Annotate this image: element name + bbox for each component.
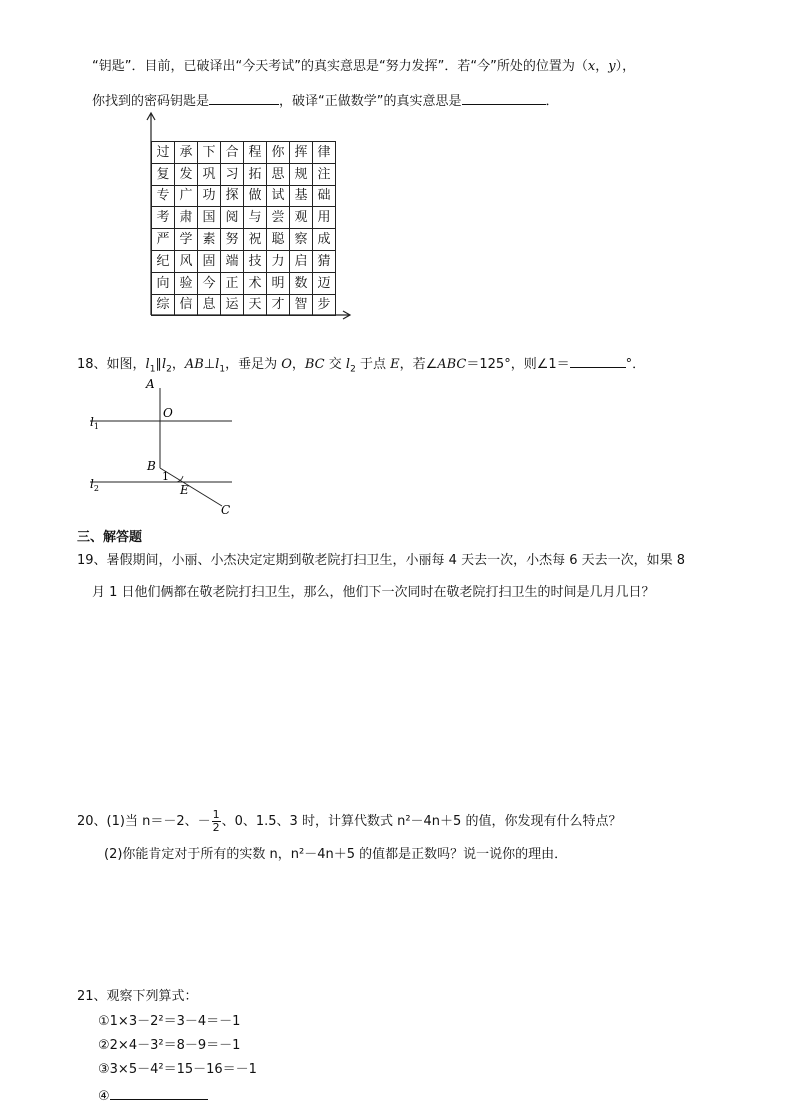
- grid-cell: 纪: [152, 250, 175, 272]
- grid-cell: 习: [221, 163, 244, 185]
- answer-blank-angle[interactable]: [570, 353, 626, 368]
- grid-cell: 技: [244, 250, 267, 272]
- grid-cell: 猜: [313, 250, 336, 272]
- q20-part1: 20、(1)当 n＝－2、－ $\frac{1}{2}$ 、0、1.5、3 时，计算代数式 n²－4n＋5 的值，你发现有什么特点？: [77, 808, 622, 834]
- grid-cell: 程: [244, 142, 267, 164]
- q19-line1: 19、暑假期间，小丽、小杰决定定期到敬老院打扫卫生，小丽每 4 天去一次，小杰每 6 天去一次，如果 8: [77, 553, 686, 568]
- grid-cell: 端: [221, 250, 244, 272]
- grid-cell: 祝: [244, 229, 267, 251]
- grid-row: [152, 250, 336, 272]
- grid-cell: 用: [313, 207, 336, 229]
- grid-cell: 力: [267, 250, 290, 272]
- grid-cell: 迈: [313, 272, 336, 294]
- grid-cell: 承: [175, 142, 198, 164]
- grid-cell: 术: [244, 272, 267, 294]
- grid-cell: 功: [198, 185, 221, 207]
- grid-cell: 思: [267, 163, 290, 185]
- grid-cell: 验: [175, 272, 198, 294]
- grid-row: [152, 272, 336, 294]
- label-l2: $l_2$: [90, 477, 99, 493]
- grid-cell: 成: [313, 229, 336, 251]
- section-heading: 三、解答题: [77, 530, 143, 545]
- grid-cell: 律: [313, 142, 336, 164]
- grid-cell: 合: [221, 142, 244, 164]
- cipher-grid: [151, 141, 336, 316]
- grid-cell: 数: [290, 272, 313, 294]
- label-o: O: [163, 406, 173, 420]
- grid-cell: 息: [198, 294, 221, 316]
- label-l1: $l_1$: [90, 415, 99, 431]
- grid-cell: 信: [175, 294, 198, 316]
- label-b: B: [147, 459, 156, 473]
- grid-cell: 基: [290, 185, 313, 207]
- q18-text: 18、如图，$l_1\parallel l_2$，$AB\perp l_1$，垂足为 O，BC 交 $l_2$ 于点 E，若∠ABC＝125°，则∠1＝ °．: [77, 353, 645, 379]
- q21-item-4: ④: [98, 1085, 208, 1106]
- label-a: A: [146, 377, 155, 391]
- grid-cell: 学: [175, 229, 198, 251]
- grid-cell: 与: [244, 207, 267, 229]
- grid-cell: 今: [198, 272, 221, 294]
- grid-row: [152, 185, 336, 207]
- segment-bc: [160, 468, 222, 506]
- grid-cell: 智: [290, 294, 313, 316]
- grid-cell: 国: [198, 207, 221, 229]
- grid-cell: 发: [175, 163, 198, 185]
- grid-cell: 明: [267, 272, 290, 294]
- grid-cell: 规: [290, 163, 313, 185]
- q17-line2: 你找到的密码钥匙是 ，破译“正做数学”的真实意思是 ．: [92, 90, 559, 111]
- q20-part2: (2)你能肯定对于所有的实数 n，n²－4n＋5 的值都是正数吗？说一说你的理由．: [104, 847, 568, 862]
- grid-cell: 固: [198, 250, 221, 272]
- grid-cell: 础: [313, 185, 336, 207]
- grid-cell: 挥: [290, 142, 313, 164]
- geometry-figure: [80, 376, 250, 521]
- q17-line1: “钥匙”．目前，已破译出“今天考试”的真实意思是“努力发挥”．若“今”所处的位置为（x，y），: [92, 59, 636, 74]
- q21-item-2: ②2×4－3²＝8－9＝－1: [98, 1038, 241, 1053]
- grid-cell: 专: [152, 185, 175, 207]
- q21-item-1: ①1×3－2²＝3－4＝－1: [98, 1014, 241, 1029]
- q21-title: 21、观察下列算式：: [77, 989, 198, 1004]
- grid-cell: 步: [313, 294, 336, 316]
- grid-cell: 努: [221, 229, 244, 251]
- label-angle-1: 1: [162, 470, 169, 483]
- grid-cell: 综: [152, 294, 175, 316]
- grid-cell: 正: [221, 272, 244, 294]
- fraction-one-half: $\frac{1}{2}$: [212, 808, 220, 834]
- label-c: C: [221, 503, 231, 517]
- answer-blank-key[interactable]: [209, 90, 279, 105]
- grid-row: [152, 229, 336, 251]
- grid-cell: 察: [290, 229, 313, 251]
- grid-cell: 注: [313, 163, 336, 185]
- grid-cell: 素: [198, 229, 221, 251]
- grid-cell: 试: [267, 185, 290, 207]
- grid-cell: 广: [175, 185, 198, 207]
- grid-cell: 下: [198, 142, 221, 164]
- grid-cell: 严: [152, 229, 175, 251]
- answer-blank-meaning[interactable]: [462, 90, 546, 105]
- grid-row: [152, 142, 336, 164]
- grid-cell: 风: [175, 250, 198, 272]
- grid-cell: 探: [221, 185, 244, 207]
- grid-cell: 天: [244, 294, 267, 316]
- grid-row: [152, 294, 336, 316]
- grid-cell: 巩: [198, 163, 221, 185]
- label-e: E: [180, 483, 189, 497]
- grid-cell: 考: [152, 207, 175, 229]
- grid-cell: 过: [152, 142, 175, 164]
- grid-cell: 启: [290, 250, 313, 272]
- grid-row: [152, 207, 336, 229]
- grid-cell: 你: [267, 142, 290, 164]
- grid-cell: 聪: [267, 229, 290, 251]
- answer-blank-item4[interactable]: [110, 1085, 208, 1100]
- grid-cell: 运: [221, 294, 244, 316]
- grid-cell: 做: [244, 185, 267, 207]
- grid-cell: 观: [290, 207, 313, 229]
- grid-cell: 拓: [244, 163, 267, 185]
- grid-cell: 肃: [175, 207, 198, 229]
- grid-row: [152, 163, 336, 185]
- grid-cell: 复: [152, 163, 175, 185]
- q21-item-3: ③3×5－4²＝15－16＝－1: [98, 1062, 257, 1077]
- grid-cell: 向: [152, 272, 175, 294]
- q19-line2: 月 1 日他们俩都在敬老院打扫卫生，那么，他们下一次同时在敬老院打扫卫生的时间是几月几日？: [92, 585, 655, 600]
- grid-cell: 才: [267, 294, 290, 316]
- grid-cell: 阅: [221, 207, 244, 229]
- grid-cell: 尝: [267, 207, 290, 229]
